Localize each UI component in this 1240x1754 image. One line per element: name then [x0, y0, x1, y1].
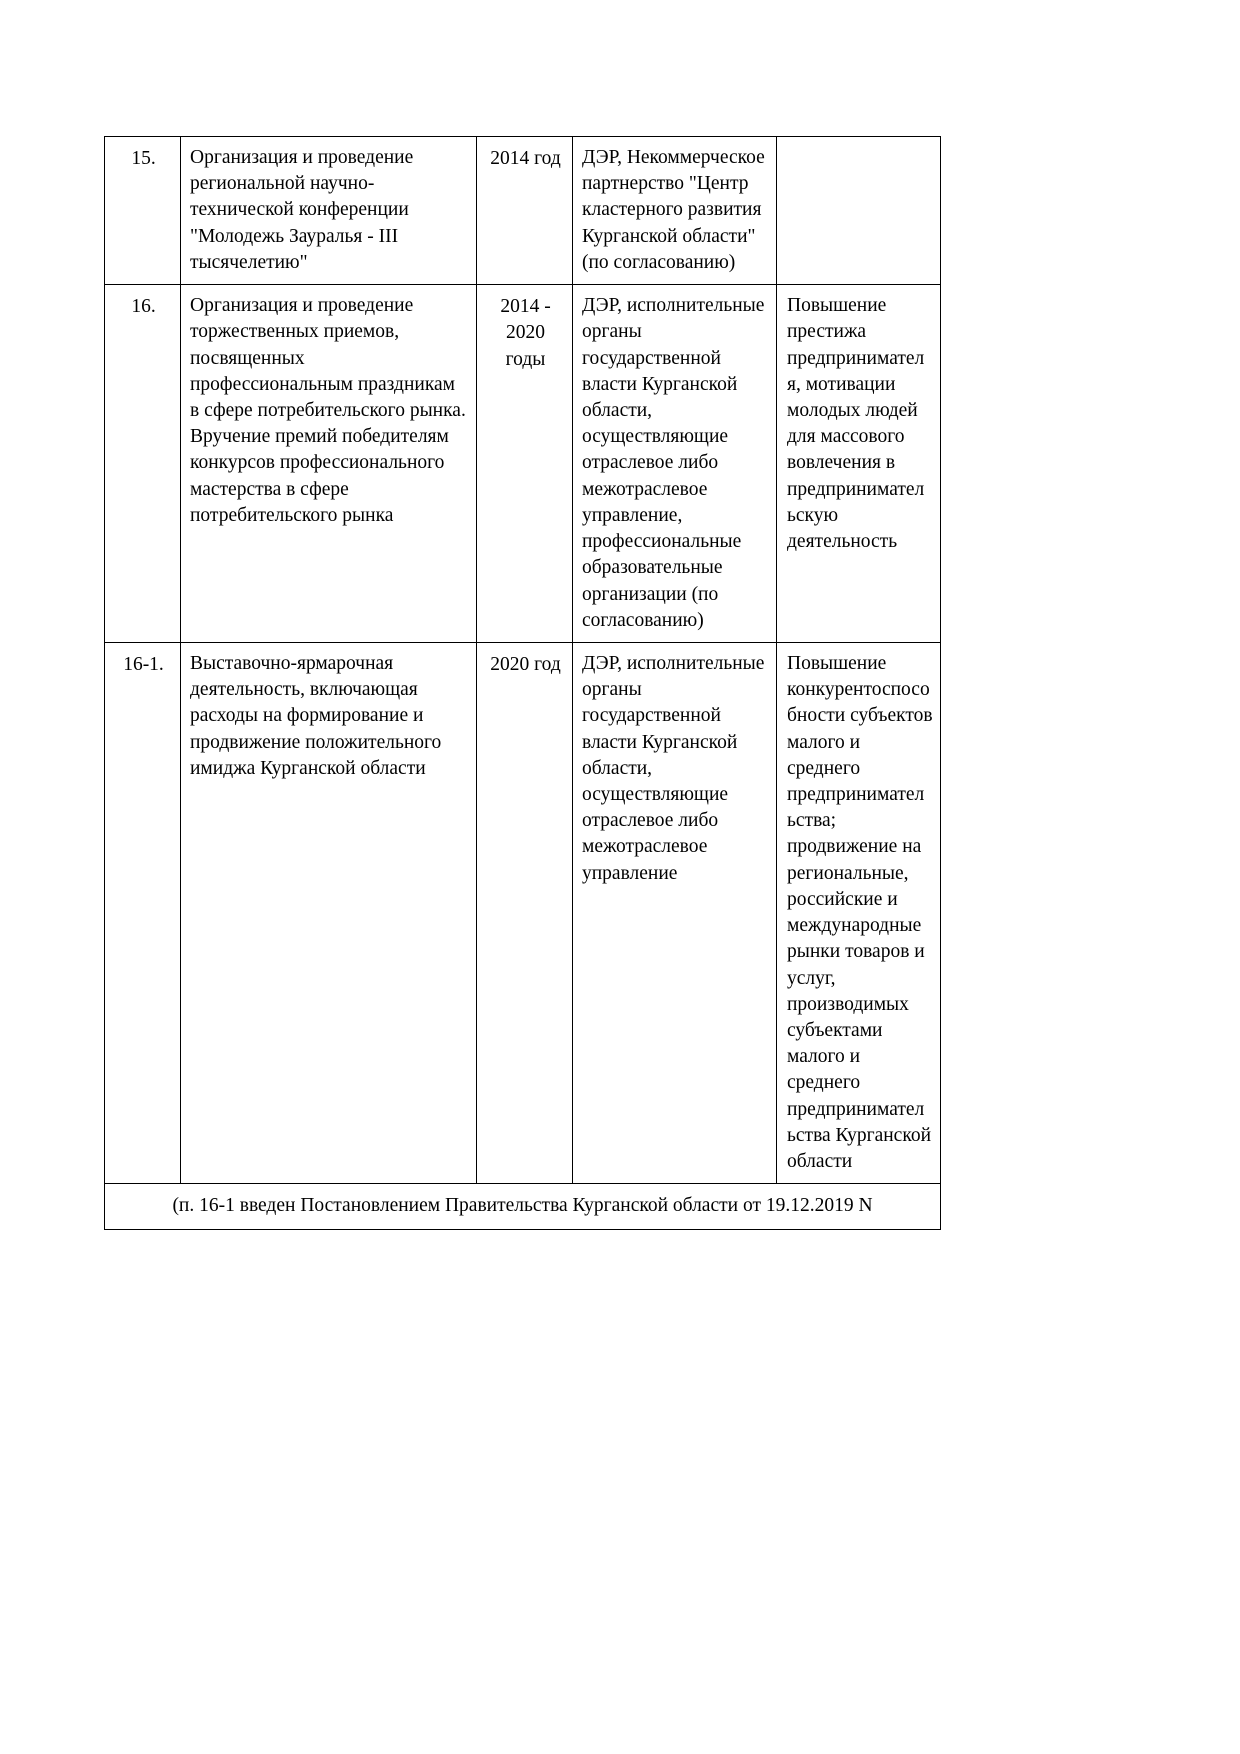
- row-executor-cell: ДЭР, Некоммерческое партнерство "Центр кластерного развития Курганской области" (по согласованию): [573, 137, 777, 285]
- table-footnote-row: [105, 1184, 941, 1229]
- row-date-cell: 2020 год: [477, 642, 573, 1183]
- row-date-cell: 2014 год: [477, 137, 573, 285]
- table-row: [105, 285, 941, 643]
- table-row: [105, 137, 941, 285]
- row-executor-cell: ДЭР, исполнительные органы государственной власти Курганской области, осуществляющие отраслевое либо межотраслевое управление, профессиональные образовательные организации (по согласованию): [573, 285, 777, 643]
- row-number-cell: 15.: [105, 137, 181, 285]
- row-result-cell: [777, 137, 941, 285]
- row-result-cell: Повышение конкурентоспособности субъектов малого и среднего предпринимательства; продвижение на региональные, российские и международные рынки товаров и услуг, производимых субъектами малого и среднего предпринимательства Курганской области: [777, 642, 941, 1183]
- row-date-cell: 2014 - 2020 годы: [477, 285, 573, 643]
- row-description-cell: Организация и проведение торжественных приемов, посвященных профессиональным праздникам в сфере потребительского рынка. Вручение премий победителям конкурсов профессионального мастерства в сфере потребительского рынка: [181, 285, 477, 643]
- row-number-cell: 16.: [105, 285, 181, 643]
- row-description-cell: Выставочно-ярмарочная деятельность, включающая расходы на формирование и продвижение положительного имиджа Курганской области: [181, 642, 477, 1183]
- program-measures-table: [104, 136, 941, 1230]
- row-number-cell: 16-1.: [105, 642, 181, 1183]
- row-executor-cell: ДЭР, исполнительные органы государственной власти Курганской области, осуществляющие отраслевое либо межотраслевое управление: [573, 642, 777, 1183]
- row-result-cell: Повышение престижа предпринимателя, мотивации молодых людей для массового вовлечения в предпринимательскую деятельность: [777, 285, 941, 643]
- row-description-cell: Организация и проведение региональной научно-технической конференции "Молодежь Зауралья - III тысячелетию": [181, 137, 477, 285]
- table-row: [105, 642, 941, 1183]
- amendment-note: (п. 16-1 введен Постановлением Правительства Курганской области от 19.12.2019 N: [105, 1184, 941, 1229]
